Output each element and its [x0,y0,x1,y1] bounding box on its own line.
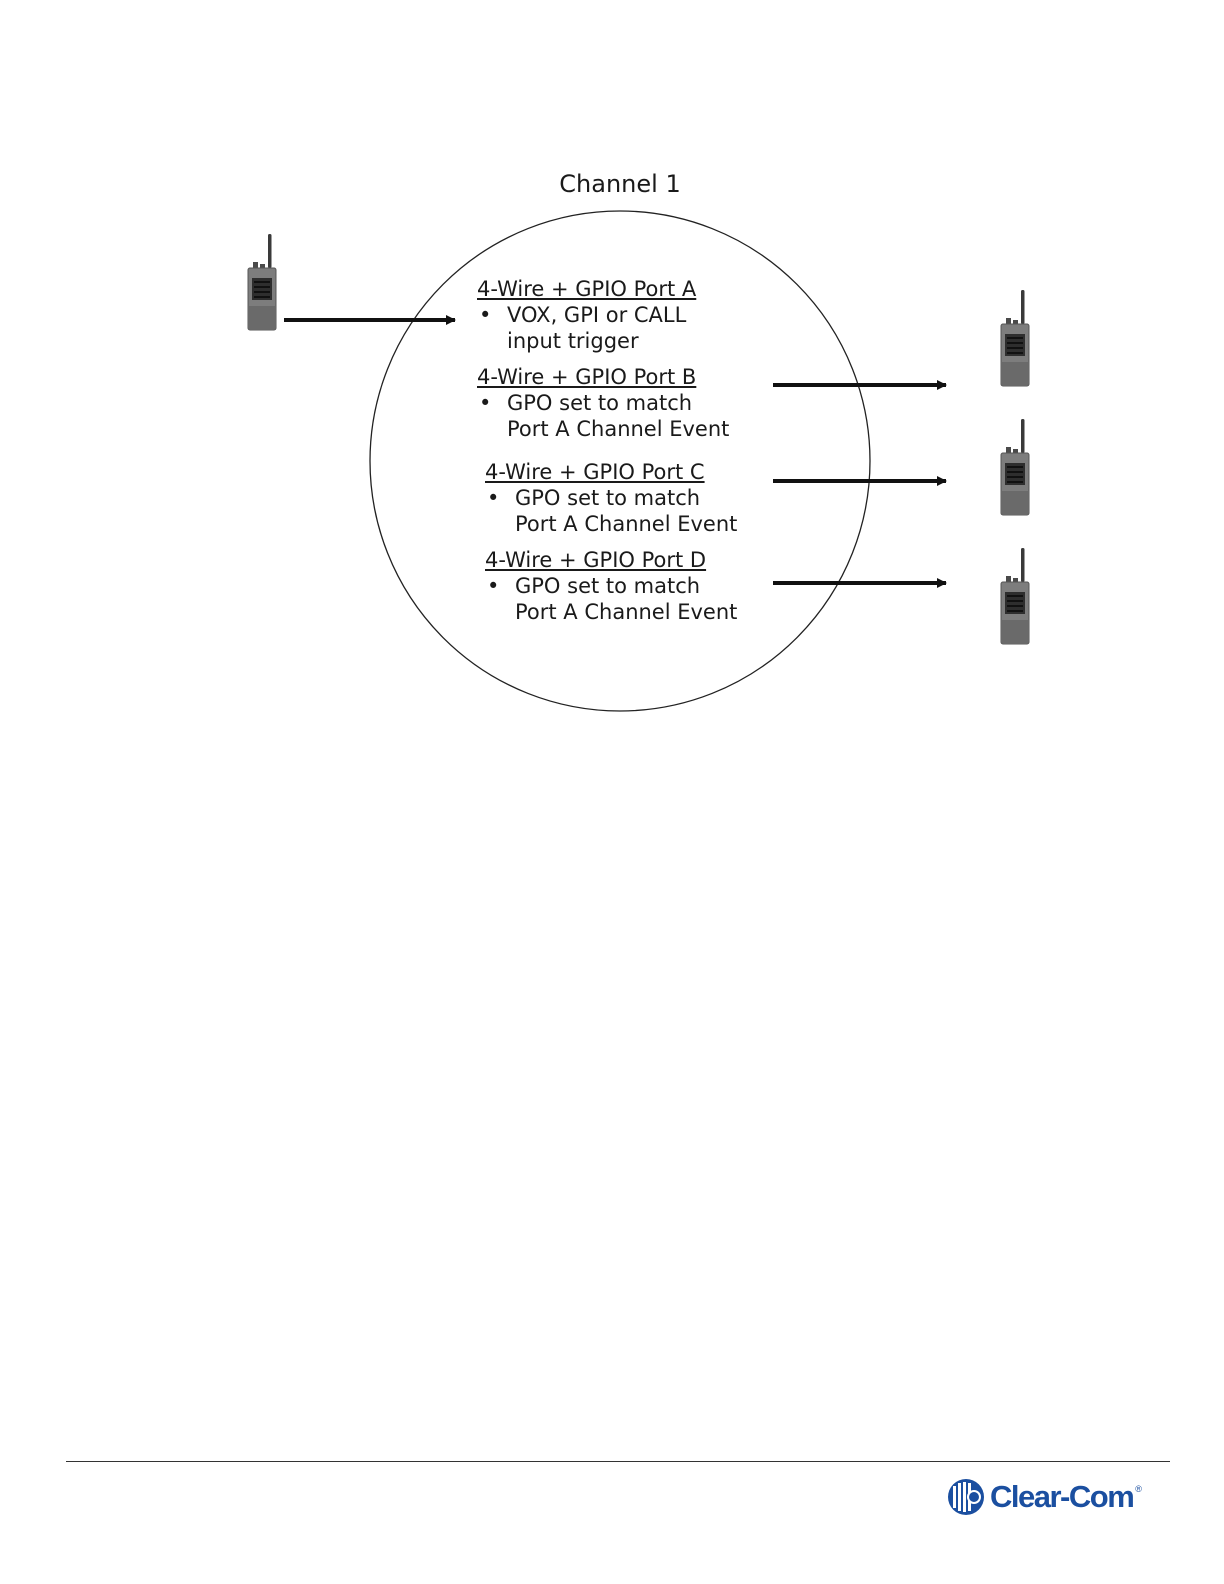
bullet-icon: • [479,303,492,327]
port-a-line-1: VOX, GPI or CALL [507,303,687,327]
channel-title: Channel 1 [559,170,681,198]
port-a-title: 4-Wire + GPIO Port A [477,277,697,301]
port-a-line-2: input trigger [507,329,639,353]
logo-mark-icon [946,1477,986,1517]
bullet-icon: • [487,486,500,510]
port-c-block [485,459,737,537]
radio-icon-output-d [1001,548,1029,644]
port-d-line-1: GPO set to match [515,574,701,598]
radio-icon-output-b [1001,290,1029,386]
radio-icon-output-c [1001,419,1029,515]
port-b-line-2: Port A Channel Event [507,417,730,441]
port-d-block [485,547,737,625]
port-a-bullet-item [477,302,696,354]
port-b-line-1: GPO set to match [507,391,693,415]
port-c-line-1: GPO set to match [515,486,701,510]
port-b-bullet-item [477,390,729,442]
port-d-line-2: Port A Channel Event [515,600,738,624]
footer-divider [66,1461,1170,1462]
port-a-block [477,276,696,354]
port-c-bullet-item [485,485,737,537]
bullet-icon: • [487,574,500,598]
port-d-title: 4-Wire + GPIO Port D [485,548,707,572]
port-c-line-2: Port A Channel Event [515,512,738,536]
port-b-block [477,364,729,442]
radio-icon-input [248,234,276,330]
logo-text: Clear-Com [990,1479,1134,1514]
clear-com-logo [946,1474,1142,1520]
port-b-title: 4-Wire + GPIO Port B [477,365,697,389]
bullet-icon: • [479,391,492,415]
port-c-title: 4-Wire + GPIO Port C [485,460,705,484]
logo-registered-mark: ® [1135,1484,1142,1494]
port-d-bullet-item [485,573,737,625]
